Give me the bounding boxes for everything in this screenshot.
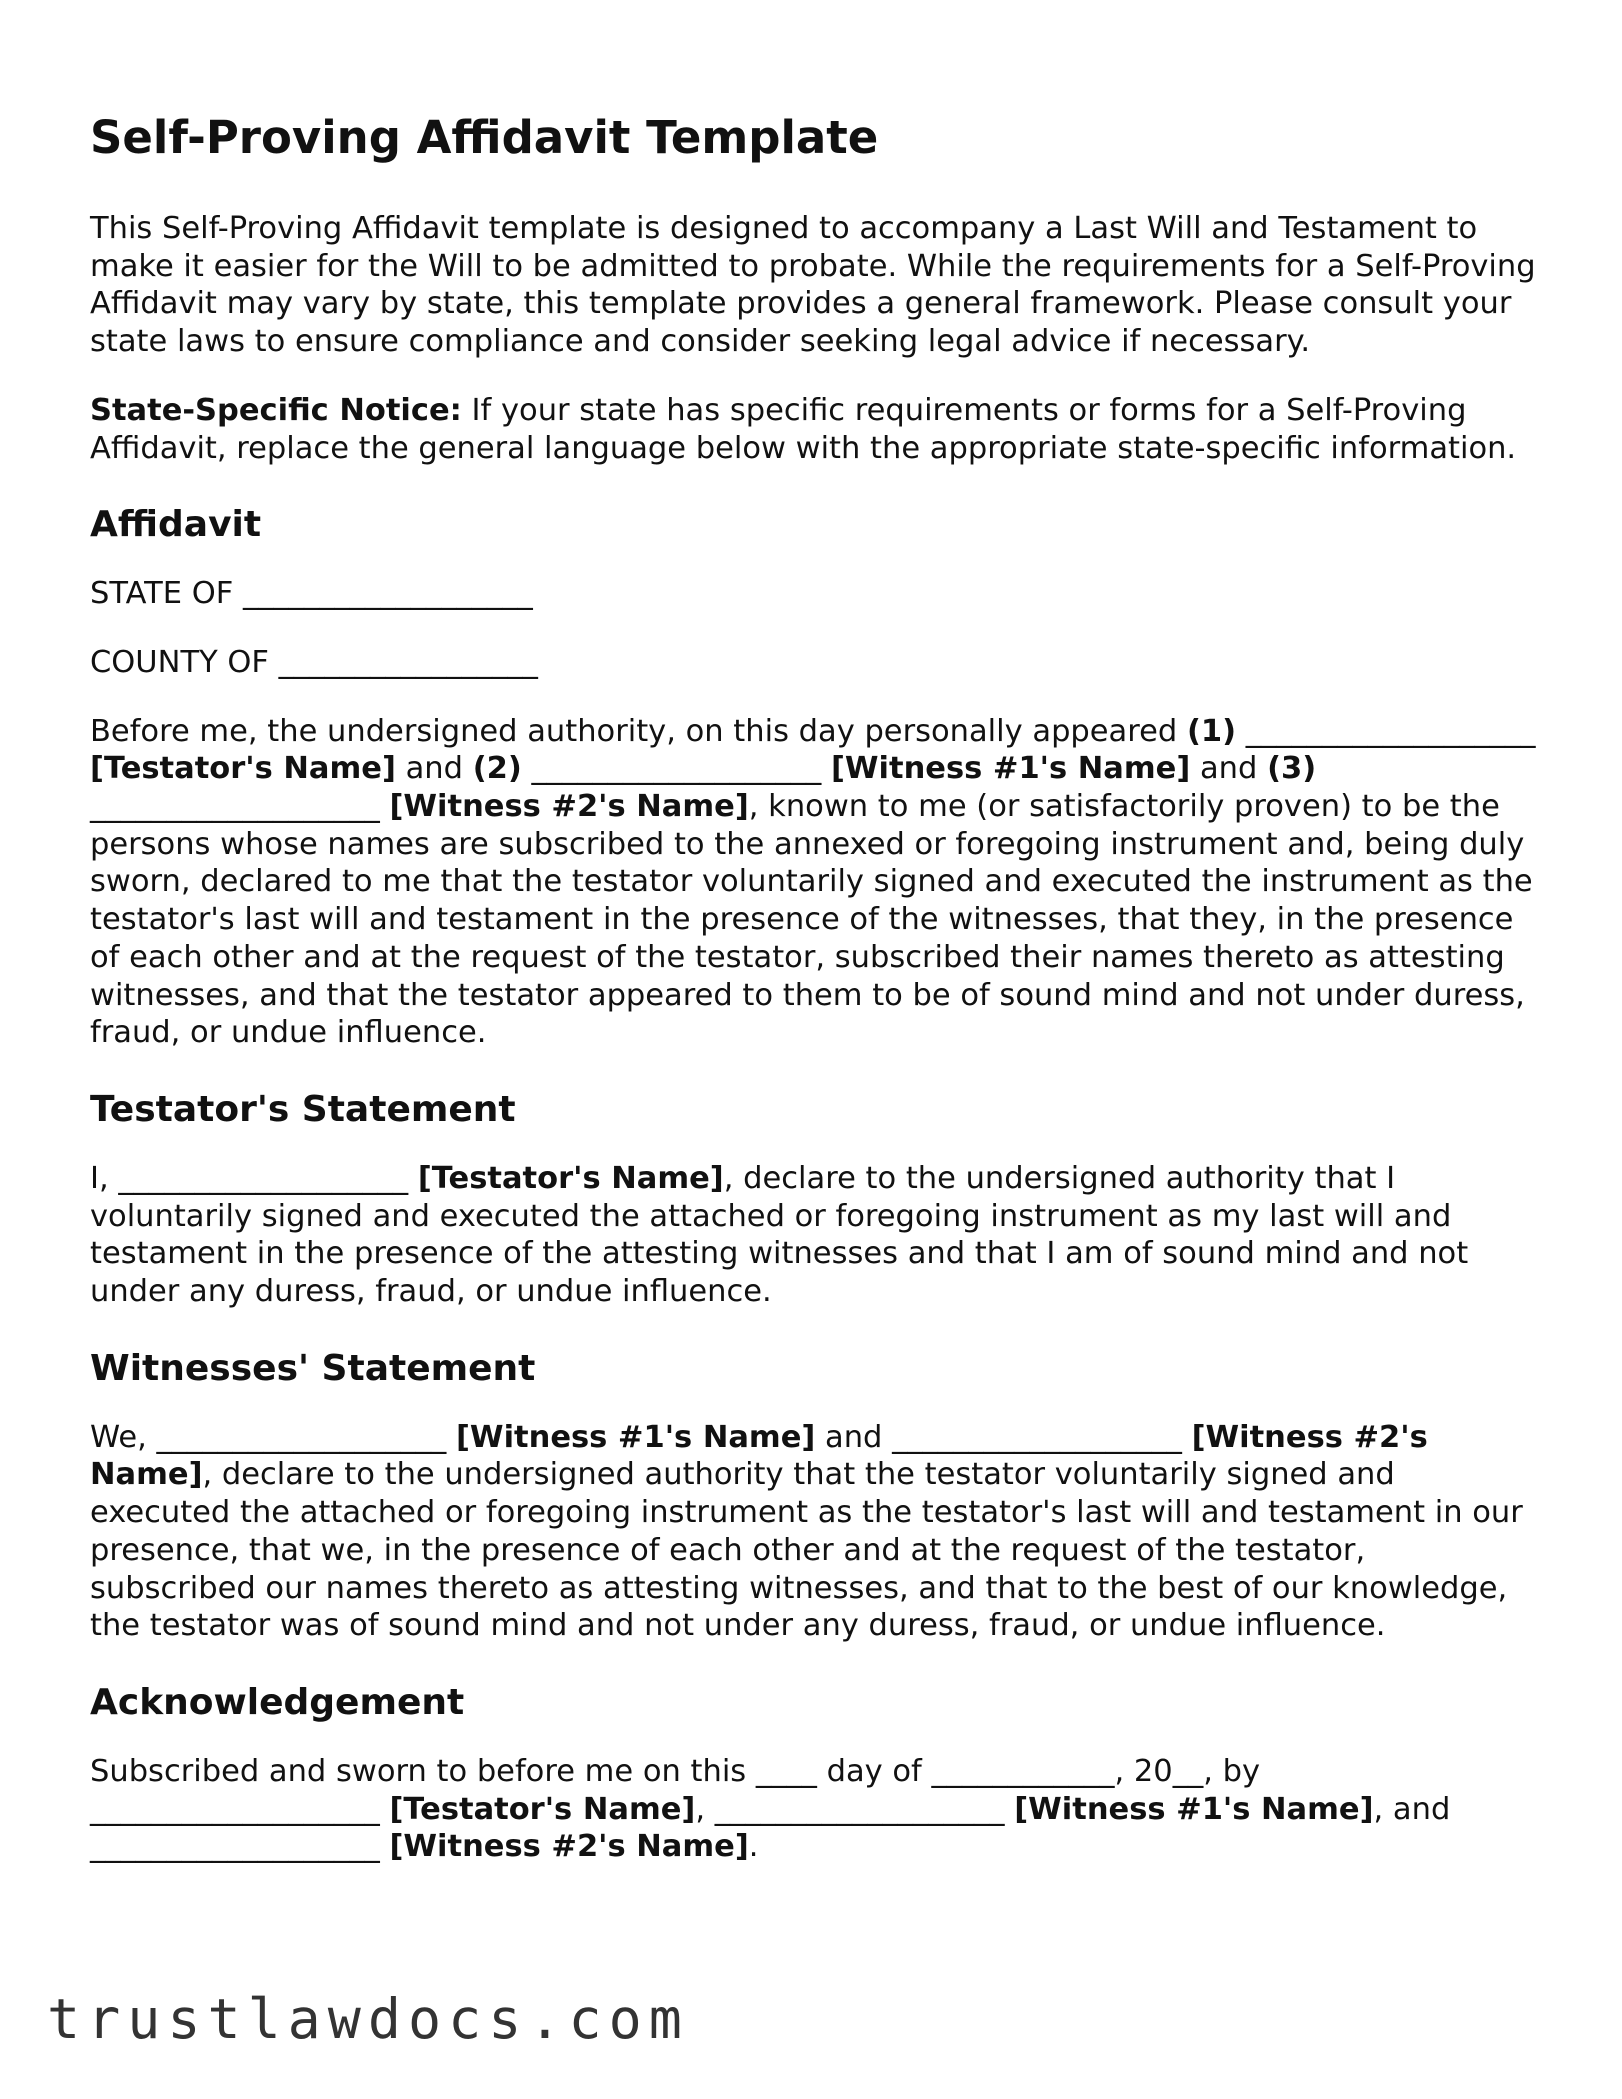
testator-statement-lead: I, [90, 1160, 119, 1196]
intro-paragraph: This Self-Proving Affidavit template is designed to accompany a Last Will and Testament to make it easier for the Will to be admitted to probate. While the requirements for a Self-Proving Affidavit may vary by state, this template provides a general framework. Please consult your state laws to ensure compliance and consider seeking legal advice if necessary. [90, 211, 1536, 360]
month-blank: ____________ [931, 1753, 1115, 1789]
witnesses-statement-paragraph [90, 1419, 1540, 1645]
witness1-name-tag: [Witness #1's Name] [1014, 1791, 1374, 1827]
ack-part4: , by [1203, 1753, 1260, 1789]
connector-and: and [815, 1419, 893, 1455]
ack-comma-and: , and [1373, 1791, 1451, 1827]
affidavit-lead: Before me, the undersigned authority, on this day personally appeared [90, 713, 1187, 749]
county-label: COUNTY OF [90, 644, 279, 680]
testator-blank: ___________________ [118, 1160, 409, 1196]
state-blank: ___________________ [242, 576, 533, 612]
witness1-blank: ___________________ [156, 1419, 447, 1455]
testator-name-tag: [Testator's Name] [90, 751, 396, 787]
state-notice-label: State-Specific Notice: [90, 392, 462, 428]
affidavit-paragraph [90, 713, 1540, 1052]
testator-statement-heading: Testator's Statement [90, 1088, 516, 1130]
testator-blank: ___________________ [90, 1791, 380, 1827]
state-label: STATE OF [90, 576, 243, 612]
party-number-3: (3) [1267, 751, 1317, 787]
witness2-name-tag: [Witness #2's Name] [389, 789, 749, 825]
state-notice-text: If your state has specific requirements or forms for a Self-Proving Affidavit, replace the general language below with the appropriate state-specific information. [90, 392, 1517, 466]
ack-part3: , 20 [1114, 1753, 1173, 1789]
party-number-1: (1) [1186, 713, 1237, 749]
affidavit-tail: , known to me (or satisfactorily proven) to be the persons whose names are subscribed to the annexed or foregoing instrument and, being duly sworn, declared to me that the testator voluntarily signed and executed the instrument as the testator's last will and testament in the presence of the witnesses, that they, in the presence of each other and at the request of the testator, subscribed their names thereto as attesting witnesses, and that the testator appeared to them to be of sound mind and not under duress, fraud, or undue influence. [90, 789, 1533, 1051]
witnesses-statement-lead: We, [90, 1419, 157, 1455]
witness2-name-tag: [Witness #2's Name] [90, 1419, 1428, 1493]
witness2-blank: ___________________ [90, 789, 380, 825]
county-line [90, 644, 1540, 682]
testator-blank: ___________________ [1245, 713, 1536, 749]
testator-statement-tail: , declare to the undersigned authority that I voluntarily signed and executed the attached or foregoing instrument as my last will and testament in the presence of the attesting witnesses and that I am of sound mind and not under any duress, fraud, or undue influence. [90, 1160, 1469, 1310]
witness2-blank: ___________________ [90, 1829, 380, 1865]
state-line [90, 575, 1540, 613]
witness1-blank: ___________________ [531, 751, 822, 787]
watermark: trustlawdocs.com [47, 1987, 689, 2051]
witness1-name-tag: [Witness #1's Name] [830, 751, 1191, 787]
ack-part2: day of [816, 1753, 932, 1789]
ack-comma: , [695, 1791, 715, 1827]
testator-name-tag: [Testator's Name] [389, 1791, 696, 1827]
day-blank: ____ [755, 1753, 817, 1789]
year-blank: __ [1172, 1753, 1204, 1789]
acknowledgement-heading: Acknowledgement [90, 1681, 465, 1723]
witness1-blank: ___________________ [714, 1791, 1005, 1827]
testator-statement-paragraph [90, 1160, 1540, 1311]
state-notice [90, 392, 1540, 467]
witness2-blank: ___________________ [892, 1419, 1182, 1455]
witnesses-statement-tail: , declare to the undersigned authority that the testator voluntarily signed and executed the attached or foregoing instrument as the testator's last will and testament in our presence, that we, in the presence of each other and at the request of the testator, subscribed our names thereto as attesting witnesses, and that to the best of our knowledge, the testator was of sound mind and not under any duress, fraud, or undue influence. [90, 1457, 1523, 1644]
witnesses-statement-heading: Witnesses' Statement [90, 1347, 536, 1389]
affidavit-heading: Affidavit [90, 504, 262, 546]
document-page [90, 108, 1540, 1897]
testator-name-tag: [Testator's Name] [417, 1160, 724, 1196]
ack-end: . [748, 1829, 759, 1865]
witness1-name-tag: [Witness #1's Name] [455, 1419, 816, 1455]
page-title: Self-Proving Affidavit Template [90, 111, 879, 164]
witness2-name-tag: [Witness #2's Name] [389, 1829, 749, 1865]
county-blank: _________________ [278, 644, 538, 680]
acknowledgement-paragraph [90, 1753, 1540, 1866]
connector-and: and [395, 751, 473, 787]
party-number-2: (2) [472, 751, 522, 787]
connector-and: and [1190, 751, 1268, 787]
ack-part1: Subscribed and sworn to before me on this [90, 1753, 756, 1789]
